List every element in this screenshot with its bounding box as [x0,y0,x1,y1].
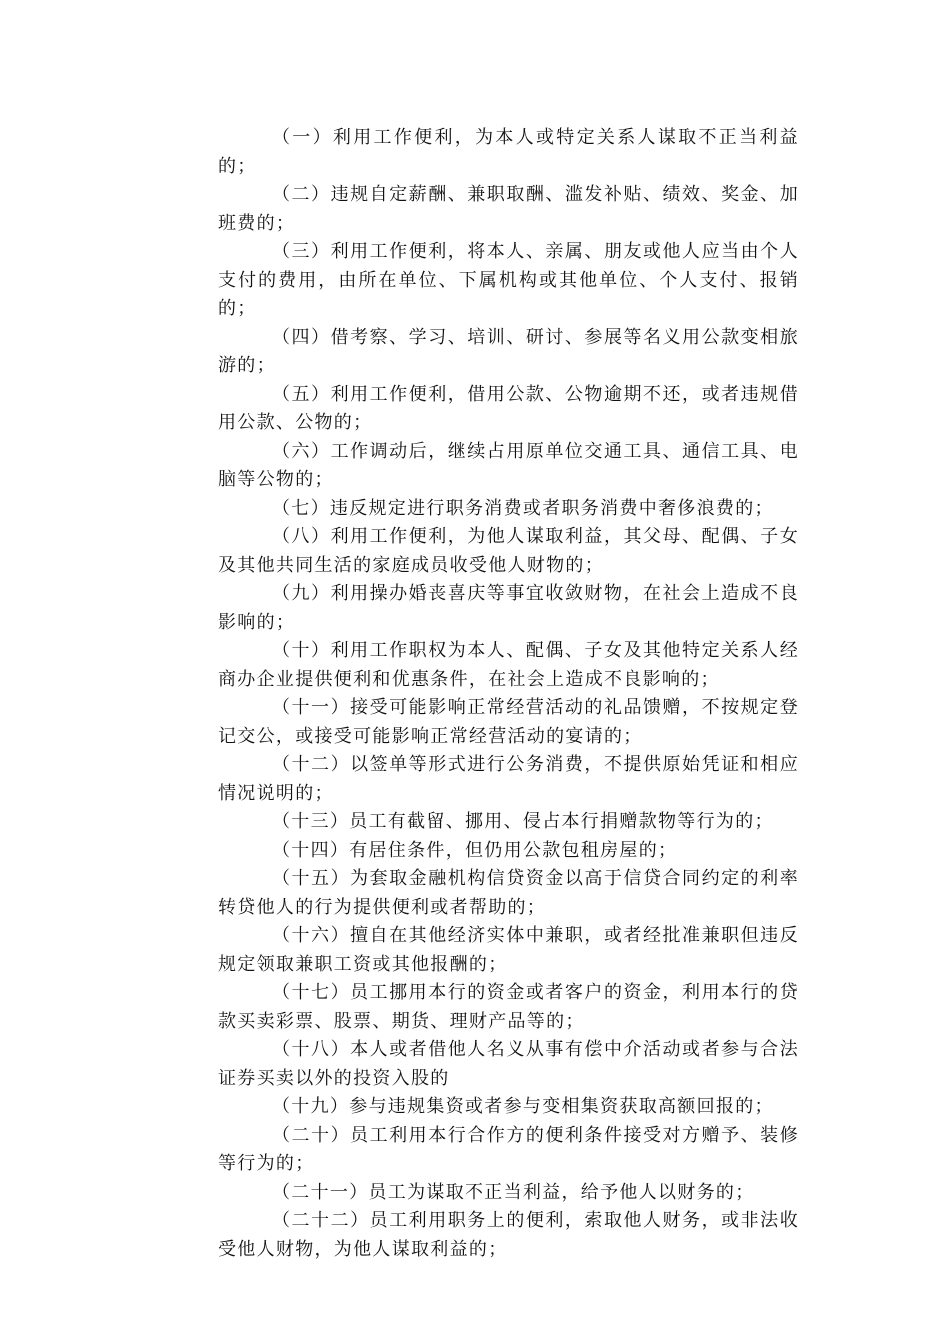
clause-9: （九）利用操办婚丧喜庆等事宜收敛财物，在社会上造成不良影响的； [218,583,799,633]
clause-18: （十八）本人或者借他人名义从事有偿中介活动或者参与合法证券买卖以外的投资入股的 [218,1039,799,1089]
clause-12: （十二）以签单等形式进行公务消费，不提供原始凭证和相应情况说明的； [218,754,799,804]
clause-2: （二）违规自定薪酬、兼职取酬、滥发补贴、绩效、奖金、加班费的； [218,184,799,234]
clause-17: （十七）员工挪用本行的资金或者客户的资金，利用本行的贷款买卖彩票、股票、期货、理财产品等的； [218,982,799,1032]
document-body [218,124,799,1264]
clause-15: （十五）为套取金融机构信贷资金以高于信贷合同约定的利率转贷他人的行为提供便利或者帮助的； [218,868,799,918]
clause-7: （七）违反规定进行职务消费或者职务消费中奢侈浪费的； [272,497,774,519]
clause-1: （一）利用工作便利，为本人或特定关系人谋取不正当利益的； [218,127,799,177]
clause-20: （二十）员工利用本行合作方的便利条件接受对方赠予、装修等行为的； [218,1124,799,1174]
clause-22: （二十二）员工利用职务上的便利，索取他人财务，或非法收受他人财物，为他人谋取利益的； [218,1210,799,1260]
clause-8: （八）利用工作便利，为他人谋取利益，其父母、配偶、子女及其他共同生活的家庭成员收受他人财物的； [218,526,799,576]
clause-5: （五）利用工作便利，借用公款、公物逾期不还，或者违规借用公款、公物的； [218,383,799,433]
clause-4: （四）借考察、学习、培训、研讨、参展等名义用公款变相旅游的； [218,326,799,376]
clause-14: （十四）有居住条件，但仍用公款包租房屋的； [272,839,678,861]
clause-10: （十）利用工作职权为本人、配偶、子女及其他特定关系人经商办企业提供便利和优惠条件，在社会上造成不良影响的； [218,640,799,690]
clause-13: （十三）员工有截留、挪用、侵占本行捐赠款物等行为的； [272,811,774,832]
clause-21: （二十一）员工为谋取不正当利益，给予他人以财务的； [272,1181,755,1203]
clause-16: （十六）擅自在其他经济实体中兼职，或者经批准兼职但违反规定领取兼职工资或其他报酬的； [218,925,799,975]
clause-11: （十一）接受可能影响正常经营活动的礼品馈赠，不按规定登记交公，或接受可能影响正常经营活动的宴请的； [218,697,799,747]
clause-19: （十九）参与违规集资或者参与变相集资获取高额回报的； [272,1096,774,1117]
clause-6: （六）工作调动后，继续占用原单位交通工具、通信工具、电脑等公物的； [218,440,799,490]
clause-3: （三）利用工作便利，将本人、亲属、朋友或他人应当由个人支付的费用，由所在单位、下属机构或其他单位、个人支付、报销的； [218,241,799,319]
